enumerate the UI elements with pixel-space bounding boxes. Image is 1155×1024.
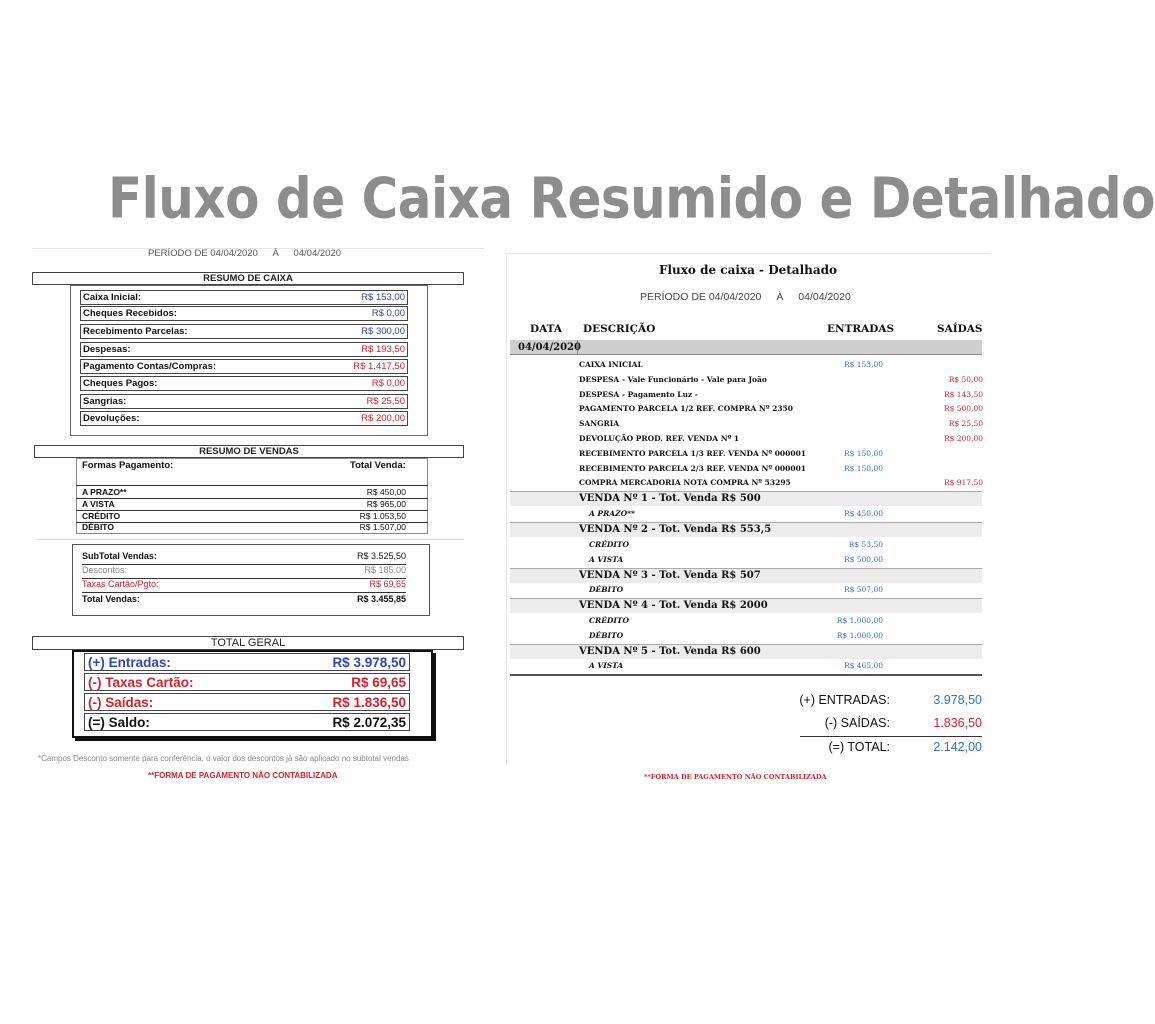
subtotal-value: R$ 3.525,50: [356, 551, 406, 561]
entry-out: R$ 200,00: [943, 434, 983, 443]
entradas-row: [84, 653, 410, 671]
sale-item-desc: CRÉDITO: [589, 540, 630, 549]
taxas-label: Taxas Cartão/Pgto:: [82, 579, 159, 589]
entry-out: R$ 917,50: [943, 478, 983, 487]
caixa-row-value: R$ 0,00: [371, 308, 405, 319]
detail-title: Fluxo de caixa - Detalhado: [658, 263, 838, 277]
sale-header: VENDA Nº 1 - Tot. Venda R$ 500: [579, 493, 761, 504]
caixa-row: [80, 376, 408, 391]
caixa-row: [80, 306, 408, 321]
sale-item-desc: A VISTA: [589, 555, 624, 564]
entry-row: [579, 464, 983, 478]
sale-item-in: R$ 500,00: [843, 555, 883, 564]
period-left-label: PERÍODO DE 04/04/2020: [148, 248, 258, 259]
caixa-row: [80, 411, 408, 426]
entry-desc: SANGRIA: [579, 419, 620, 428]
forma-label: A PRAZO**: [82, 487, 127, 497]
page-title: Fluxo de Caixa Resumido e Detalhado: [108, 166, 1155, 231]
caixa-row-value: R$ 25,50: [366, 396, 405, 407]
sale-header: VENDA Nº 2 - Tot. Venda R$ 553,5: [579, 524, 772, 535]
sale-item-desc: A PRAZO**: [589, 509, 635, 518]
sale-item-in: R$ 1.000,00: [836, 631, 883, 640]
forma-label: DÉBITO: [82, 522, 114, 532]
saldo-value: R$ 2.072,35: [332, 714, 406, 730]
detail-bottom-line: [510, 674, 982, 676]
sale-item-row: [579, 661, 983, 675]
total-vendas-row: [82, 594, 406, 607]
col-descricao: DESCRIÇÃO: [583, 323, 656, 335]
summary-entradas: [760, 693, 982, 713]
entry-row: [579, 434, 983, 448]
sale-item-row: [579, 585, 983, 599]
resumo-vendas-title: RESUMO DE VENDAS: [34, 445, 464, 458]
sale-item-desc: A VISTA: [589, 661, 624, 670]
descontos-row: [82, 565, 406, 578]
taxas-cartao-label: (-) Taxas Cartão:: [88, 674, 194, 690]
formas-divider: [76, 485, 428, 486]
entry-desc: PAGAMENTO PARCELA 1/2 REF. COMPRA Nº 2350: [579, 404, 793, 413]
entry-desc: CAIXA INICIAL: [579, 360, 643, 369]
subtotal-row: [82, 551, 406, 564]
sale-item-desc: CRÉDITO: [589, 616, 630, 625]
entry-desc: DESPESA - Pagamento Luz -: [579, 390, 698, 399]
entry-row: [579, 419, 983, 433]
caixa-row: [80, 324, 408, 339]
period-right-label: PERÍODO DE 04/04/2020: [640, 291, 762, 303]
forma-row: [82, 522, 406, 534]
entry-desc: DESPESA - Vale Funcionário - Vale para João: [579, 375, 767, 384]
entry-row: [579, 404, 983, 418]
row-divider: [82, 592, 406, 593]
entry-row: [579, 390, 983, 404]
descontos-value: R$ 185,00: [364, 565, 406, 575]
entry-date: 04/04/2020: [518, 342, 581, 353]
sale-item-row: [579, 540, 983, 554]
vendas-divider: [36, 539, 464, 540]
descontos-label: Descontos:: [82, 565, 128, 575]
entry-out: R$ 25,50: [948, 419, 983, 428]
summary-total-value: 2.142,00: [933, 740, 982, 754]
entry-in: R$ 153,00: [843, 360, 883, 369]
summary-saidas-value: 1.836,50: [933, 716, 982, 730]
entry-row: [579, 449, 983, 463]
caixa-row: [80, 342, 408, 357]
summary-entradas-value: 3.978,50: [933, 693, 982, 707]
caixa-row-value: R$ 153,00: [361, 292, 405, 303]
total-venda-header: Total Venda:: [350, 460, 406, 471]
forma-value: R$ 965,00: [366, 499, 406, 509]
forma-value: R$ 1.053,50: [359, 511, 406, 521]
sale-item-in: R$ 507,00: [843, 585, 883, 594]
entry-out: R$ 500,00: [943, 404, 983, 413]
forma-label: CRÉDITO: [82, 511, 121, 521]
sale-item-row: [579, 509, 983, 523]
entry-desc: RECEBIMENTO PARCELA 2/3 REF. VENDA Nº 000001: [579, 464, 806, 473]
total-vendas-value: R$ 3.455,85: [356, 594, 406, 604]
sale-header: VENDA Nº 5 - Tot. Venda R$ 600: [579, 646, 761, 657]
col-data: DATA: [530, 323, 563, 335]
sale-item-desc: DÉBITO: [589, 631, 624, 640]
entradas-value: R$ 3.978,50: [332, 654, 406, 670]
caixa-row-label: Recebimento Parcelas:: [83, 326, 188, 337]
caixa-row: [80, 290, 408, 305]
entry-desc: COMPRA MERCADORIA NOTA COMPRA Nº 53295: [579, 478, 791, 487]
taxas-cartao-value: R$ 69,65: [351, 674, 406, 690]
sale-item-row: [579, 631, 983, 645]
entry-out: R$ 50,00: [948, 375, 983, 384]
period-left-sep: À: [272, 248, 279, 259]
saldo-row: [84, 713, 410, 731]
forma-value: R$ 450,00: [366, 487, 406, 497]
taxas-cartao-row: [84, 673, 410, 691]
sale-header: VENDA Nº 3 - Tot. Venda R$ 507: [579, 570, 761, 581]
resumo-caixa-title: RESUMO DE CAIXA: [32, 272, 464, 285]
summary-total: [760, 740, 982, 760]
entry-in: R$ 150,00: [843, 464, 883, 473]
caixa-row-value: R$ 200,00: [361, 413, 405, 424]
right-top-divider: [506, 253, 990, 254]
forma-label: A VISTA: [82, 499, 115, 509]
forma-value: R$ 1.507,00: [359, 522, 406, 532]
period-left: [148, 248, 353, 259]
caixa-row-label: Cheques Recebidos:: [83, 308, 177, 319]
summary-saidas-label: (-) SAÍDAS:: [824, 716, 890, 730]
col-entradas: ENTRADAS: [827, 323, 895, 335]
left-warning: **FORMA DE PAGAMENTO NÃO CONTABILIZADA: [148, 771, 338, 780]
total-geral-title: TOTAL GERAL: [32, 636, 464, 650]
entry-out: R$ 143,50: [943, 390, 983, 399]
caixa-row-value: R$ 300,00: [361, 326, 405, 337]
caixa-row: [80, 394, 408, 409]
period-right-sep: À: [776, 291, 784, 303]
subtotal-label: SubTotal Vendas:: [82, 551, 157, 561]
taxas-row: [82, 579, 406, 592]
saldo-label: (=) Saldo:: [88, 714, 150, 730]
sale-item-in: R$ 53,50: [848, 540, 883, 549]
period-right-end: 04/04/2020: [798, 291, 851, 303]
sale-item-in: R$ 1.000,00: [836, 616, 883, 625]
sale-item-in: R$ 465,00: [843, 661, 883, 670]
taxas-value: R$ 69,65: [369, 579, 406, 589]
entry-row: [579, 360, 983, 374]
summary-total-label: (=) TOTAL:: [828, 740, 890, 754]
caixa-row-label: Cheques Pagos:: [83, 378, 158, 389]
entry-in: R$ 150,00: [843, 449, 883, 458]
right-left-divider: [506, 253, 507, 765]
right-warning: **FORMA DE PAGAMENTO NÃO CONTABILIZADA: [644, 773, 827, 781]
saidas-label: (-) Saídas:: [88, 694, 154, 710]
sale-item-row: [579, 555, 983, 569]
entry-desc: RECEBIMENTO PARCELA 1/3 REF. VENDA Nº 000001: [579, 449, 806, 458]
saidas-row: [84, 693, 410, 711]
summary-saidas: [760, 716, 982, 736]
summary-divider: [800, 736, 982, 737]
sale-item-desc: DÉBITO: [589, 585, 624, 594]
period-left-end: 04/04/2020: [293, 248, 342, 259]
caixa-row-label: Caixa Inicial:: [83, 292, 142, 303]
col-saidas: SAÍDAS: [937, 323, 983, 335]
entry-row: [579, 478, 983, 492]
total-vendas-label: Total Vendas:: [82, 594, 140, 604]
sale-item-in: R$ 450,00: [843, 509, 883, 518]
entry-row: [579, 375, 983, 389]
entry-desc: DEVOLUÇÃO PROD. REF. VENDA Nº 1: [579, 434, 740, 443]
period-right: [640, 291, 863, 303]
sale-header: VENDA Nº 4 - Tot. Venda R$ 2000: [579, 600, 768, 611]
caixa-row-label: Sangrias:: [83, 396, 127, 407]
entradas-label: (+) Entradas:: [88, 654, 171, 670]
sale-item-row: [579, 616, 983, 630]
caixa-row: [80, 359, 408, 374]
saidas-value: R$ 1.836,50: [332, 694, 406, 710]
caixa-row-label: Pagamento Contas/Compras:: [83, 361, 217, 372]
caixa-row-value: R$ 193,50: [361, 344, 405, 355]
summary-entradas-label: (+) ENTRADAS:: [799, 693, 890, 707]
caixa-row-value: R$ 1.417,50: [353, 361, 405, 372]
formas-pagamento-header: Formas Pagamento:: [82, 460, 174, 471]
caixa-row-label: Despesas:: [83, 344, 131, 355]
desconto-note: *Campos Desconto somente para conferência, o valor dos descontos já são aplicado no subtotal vendas: [38, 754, 409, 763]
caixa-row-label: Devoluções:: [83, 413, 140, 424]
caixa-row-value: R$ 0,00: [371, 378, 405, 389]
